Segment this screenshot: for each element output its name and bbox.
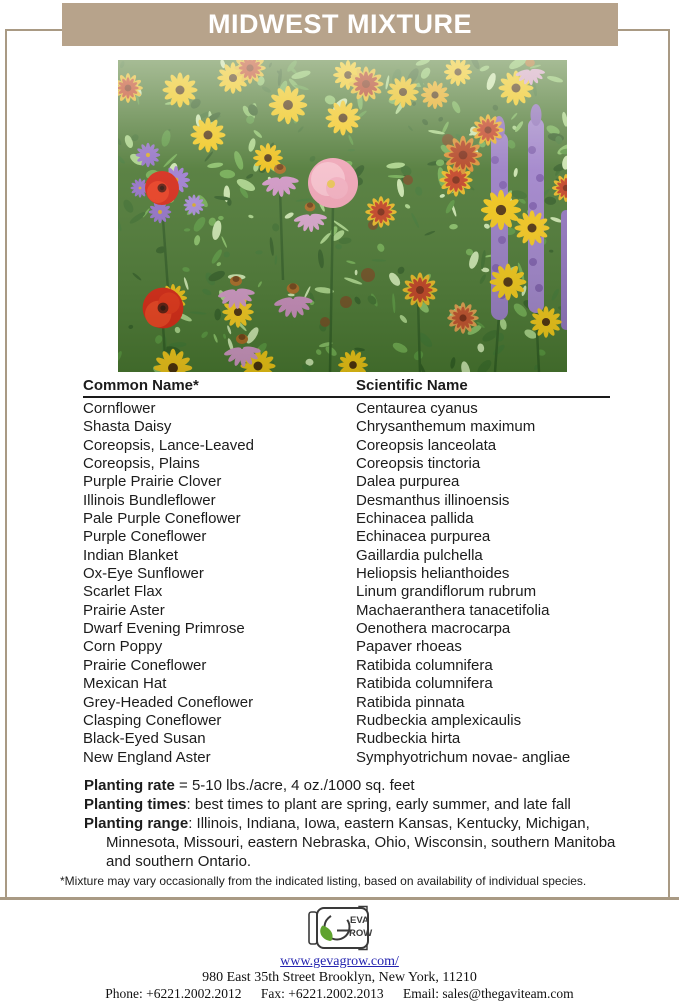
- table-header-row: [83, 377, 610, 398]
- table-row: [83, 620, 610, 638]
- page-title: MIDWEST MIXTURE: [208, 9, 472, 39]
- scientific-name-cell: Coreopsis tinctoria: [356, 455, 481, 473]
- planting-info: [84, 776, 632, 871]
- table-row: [83, 473, 610, 491]
- planting-times-line: [84, 795, 632, 814]
- table-header-common: Common Name*: [83, 377, 199, 394]
- scientific-name-cell: Chrysanthemum maximum: [356, 418, 536, 436]
- table-header-scientific: Scientific Name: [356, 377, 468, 394]
- common-name-cell: Mexican Hat: [83, 675, 167, 693]
- table-row: [83, 418, 610, 436]
- planting-rate-label: Planting rate: [84, 777, 175, 794]
- common-name-cell: Pale Purple Coneflower: [83, 510, 241, 528]
- table-row: [83, 528, 610, 546]
- email-text: Email: sales@thegaviteam.com: [403, 986, 574, 1001]
- table-row: [83, 400, 610, 418]
- logo-left-bar: [309, 912, 317, 944]
- scientific-name-cell: Desmanthus illinoensis: [356, 491, 510, 509]
- scientific-name-cell: Ratibida pinnata: [356, 693, 465, 711]
- phone-text: Phone: +6221.2002.2012: [105, 986, 242, 1001]
- table-row: [83, 712, 610, 730]
- scientific-name-cell: Dalea purpurea: [356, 473, 460, 491]
- common-name-cell: Purple Coneflower: [83, 528, 207, 546]
- scientific-name-cell: Linum grandiflorum rubrum: [356, 583, 537, 601]
- scientific-name-cell: Papaver rhoeas: [356, 638, 462, 656]
- common-name-cell: Cornflower: [83, 400, 156, 417]
- geva-grow-logo-svg: [306, 905, 374, 951]
- common-name-cell: Grey-Headed Coneflower: [83, 693, 254, 711]
- scientific-name-cell: Rudbeckia amplexicaulis: [356, 711, 522, 729]
- table-row: [83, 583, 610, 601]
- common-name-cell: Clasping Coneflower: [83, 711, 222, 729]
- wildflower-photo: [118, 60, 567, 372]
- planting-range-text: : Illinois, Indiana, Iowa, eastern Kansas, Kentucky, Michigan, Minnesota, Missouri, eastern Nebraska, Ohio, Wisconsin, southern Manitoba and southern Ontario.: [106, 815, 616, 870]
- common-name-cell: Black-Eyed Susan: [83, 730, 206, 748]
- logo-text-row: ROW: [348, 928, 372, 939]
- scientific-name-cell: Rudbeckia hirta: [356, 730, 461, 748]
- fax-text: Fax: +6221.2002.2013: [260, 986, 384, 1001]
- common-name-cell: Scarlet Flax: [83, 583, 163, 601]
- planting-range-label: Planting range: [84, 815, 189, 832]
- table-row: [83, 492, 610, 510]
- common-name-cell: Coreopsis, Plains: [83, 455, 200, 473]
- planting-rate-text: = 5-10 lbs./acre, 4 oz./1000 sq. feet: [174, 777, 415, 794]
- address-line: 980 East 35th Street Brooklyn, New York, 11210: [202, 970, 477, 985]
- footer: [0, 905, 679, 1002]
- wildflower-photo-svg: [118, 60, 567, 372]
- table-row: [83, 547, 610, 565]
- planting-range-line: [84, 814, 632, 871]
- common-name-cell: Illinois Bundleflower: [83, 491, 216, 509]
- scientific-name-cell: Machaeranthera tanacetifolia: [356, 601, 550, 619]
- common-name-cell: Ox-Eye Sunflower: [83, 565, 204, 583]
- table-row: [83, 602, 610, 620]
- table-row: [83, 657, 610, 675]
- leaf-icon: [320, 926, 332, 942]
- scientific-name-cell: Oenothera macrocarpa: [356, 620, 511, 638]
- logo-text-eva: EVA: [349, 915, 369, 926]
- common-name-cell: Corn Poppy: [83, 638, 163, 656]
- table-row: [83, 749, 610, 767]
- geva-grow-logo: [306, 905, 374, 951]
- planting-times-label: Planting times: [84, 796, 187, 813]
- planting-rate-line: [84, 776, 632, 795]
- scientific-name-cell: Ratibida columnifera: [356, 656, 493, 674]
- scientific-name-cell: Gaillardia pulchella: [356, 546, 483, 564]
- common-name-cell: Prairie Aster: [83, 601, 165, 619]
- scientific-name-cell: Symphyotrichum novae- angliae: [356, 748, 571, 766]
- common-name-cell: Dwarf Evening Primrose: [83, 620, 245, 638]
- scientific-name-cell: Echinacea pallida: [356, 510, 474, 528]
- light-overlay: [118, 60, 567, 372]
- scientific-name-cell: Heliopsis helianthoides: [356, 565, 510, 583]
- website-link[interactable]: www.gevagrow.com/: [280, 954, 399, 969]
- common-name-cell: Purple Prairie Clover: [83, 473, 222, 491]
- table-row: [83, 455, 610, 473]
- bottom-rule: [0, 897, 679, 900]
- website-line: [0, 953, 679, 969]
- table-row: [83, 675, 610, 693]
- table-row: [83, 694, 610, 712]
- table-row: [83, 638, 610, 656]
- disclaimer-note: *Mixture may vary occasionally from the indicated listing, based on availability of individual species.: [60, 874, 587, 888]
- planting-times-text: : best times to plant are spring, early summer, and late fall: [186, 796, 571, 813]
- species-table-body: [83, 398, 610, 767]
- scientific-name-cell: Echinacea purpurea: [356, 528, 491, 546]
- table-row: [83, 437, 610, 455]
- title-bar: [62, 3, 618, 46]
- scientific-name-cell: Centaurea cyanus: [356, 400, 478, 417]
- contact-line: [0, 986, 679, 1002]
- table-row: [83, 565, 610, 583]
- table-row: [83, 510, 610, 528]
- scientific-name-cell: Ratibida columnifera: [356, 675, 493, 693]
- table-row: [83, 730, 610, 748]
- common-name-cell: Indian Blanket: [83, 546, 179, 564]
- scientific-name-cell: Coreopsis lanceolata: [356, 436, 497, 454]
- species-table: [83, 377, 610, 767]
- common-name-cell: Shasta Daisy: [83, 418, 172, 436]
- common-name-cell: Prairie Coneflower: [83, 656, 207, 674]
- common-name-cell: New England Aster: [83, 748, 211, 766]
- common-name-cell: Coreopsis, Lance-Leaved: [83, 436, 254, 454]
